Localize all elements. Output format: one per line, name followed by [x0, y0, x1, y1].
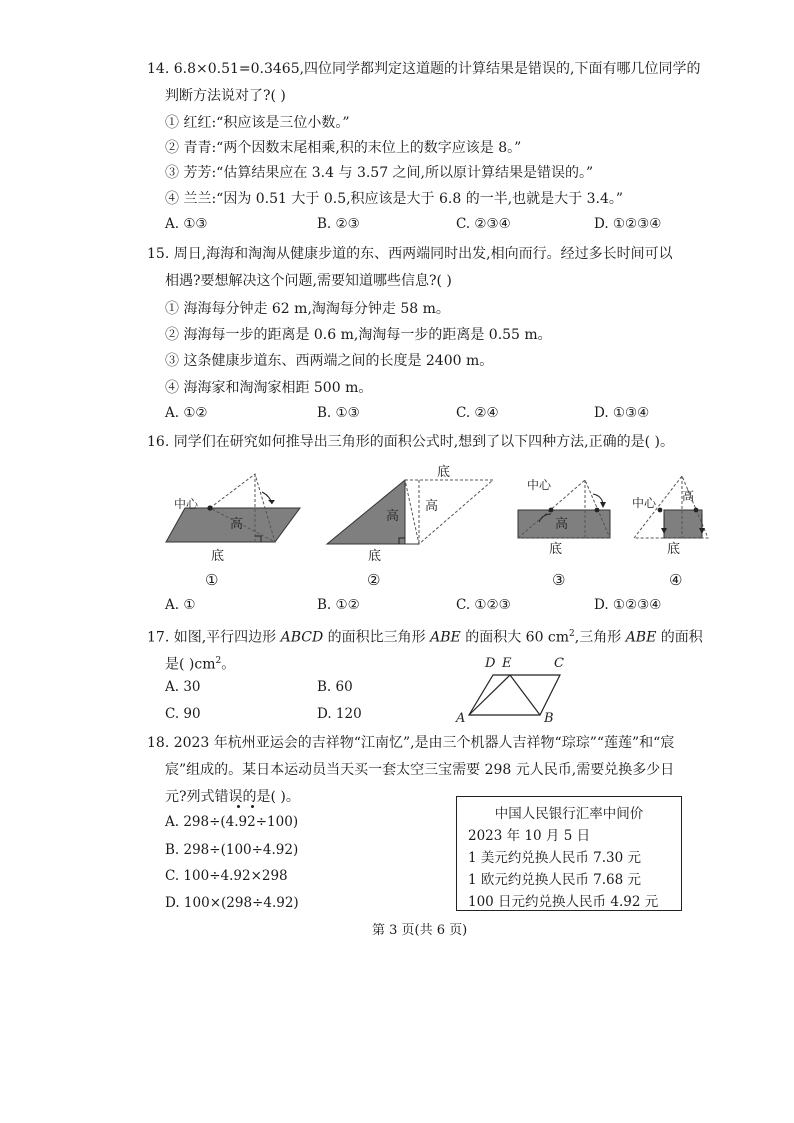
- q14-stem-line1: 14. 6.8×0.51=0.3465,四位同学都判定这道题的计算结果是错误的,下面有哪几位同学的: [147, 61, 701, 77]
- q16-choice-c[interactable]: C. ①②③: [456, 597, 511, 613]
- q15-choice-a[interactable]: A. ①②: [165, 405, 208, 421]
- figure-1-center-label: 中心: [174, 497, 199, 511]
- page-footer: 第 3 页(共 6 页): [372, 923, 468, 938]
- q14-choice-d[interactable]: D. ①②③④: [594, 216, 662, 232]
- point-d-label: D: [485, 656, 496, 671]
- q15-choice-c[interactable]: C. ②④: [456, 405, 499, 421]
- q14-statement-3: ③ 芳芳:“估算结果应在 3.4 与 3.57 之间,所以原计算结果是错误的。”: [165, 165, 594, 181]
- q17-choice-c[interactable]: C. 90: [165, 706, 201, 722]
- q14-statement-4: ④ 兰兰:“因为 0.51 大于 0.5,积应该是大于 6.8 的一半,也就是大于 3.4。”: [165, 191, 624, 207]
- figure-3-height-label: 高: [555, 517, 569, 532]
- q15-statement-4: ④ 海海家和淘淘家相距 500 m。: [165, 380, 373, 396]
- exchange-rate-jpy: 100 日元约兑换人民币 4.92 元: [468, 894, 659, 910]
- q17-parallelogram-figure: [455, 652, 575, 724]
- figure-1-height-label: 高: [230, 517, 244, 532]
- q17-stem-line1: 17. 如图,平行四边形 ABCD 的面积比三角形 ABE 的面积大 60 $cm^2$,三角形 ABE 的面积: [147, 629, 703, 646]
- q14-stem-line2: 判断方法说对了?( ): [165, 88, 286, 104]
- q16-figure-1: [160, 470, 310, 548]
- q16-choice-a[interactable]: A. ①: [165, 597, 196, 613]
- figure-2-height-label: 高: [386, 509, 400, 524]
- point-b-label: B: [544, 711, 554, 724]
- q18-stem-line2: 宸”组成的。某日本运动员当天买一套太空三宝需要 298 元人民币,需要兑换多少日: [165, 762, 675, 778]
- figure-2-base-label-top: 底: [437, 465, 451, 480]
- q14-choice-b[interactable]: B. ②③: [317, 216, 360, 232]
- q15-stem-line1: 15. 周日,海海和淘淘从健康步道的东、西两端同时出发,相向而行。经过多长时间可以: [147, 246, 673, 262]
- q18-choice-c[interactable]: C. 100÷4.92×298: [165, 868, 288, 884]
- exchange-rate-usd: 1 美元约兑换人民币 7.30 元: [468, 850, 642, 866]
- q18-choice-b[interactable]: B. 298÷(100÷4.92): [165, 842, 299, 858]
- exchange-rate-box: [456, 796, 682, 911]
- exchange-rate-title: 中国人民银行汇率中间价: [494, 806, 644, 822]
- q15-choice-b[interactable]: B. ①③: [317, 405, 360, 421]
- q15-statement-1: ① 海海每分钟走 62 m,淘淘每分钟走 58 m。: [165, 301, 450, 317]
- emphasis-dot: [237, 805, 240, 808]
- figure-3-center-label: 中心: [527, 478, 552, 492]
- figure-4-number: ④: [669, 571, 683, 589]
- q16-choice-d[interactable]: D. ①②③④: [594, 597, 662, 613]
- exchange-rate-date: 2023 年 10 月 5 日: [468, 828, 591, 844]
- exchange-rate-eur: 1 欧元约兑换人民币 7.68 元: [468, 872, 642, 888]
- figure-3-number: ③: [552, 571, 566, 589]
- q18-choice-a[interactable]: A. 298÷(4.92÷100): [165, 814, 299, 830]
- figure-4-height-label: 高: [682, 489, 695, 503]
- q16-stem-line1: 16. 同学们在研究如何推导出三角形的面积公式时,想到了以下四种方法,正确的是( )。: [147, 434, 674, 450]
- figure-2-number: ②: [367, 571, 381, 589]
- q16-choice-b[interactable]: B. ①②: [317, 597, 360, 613]
- figure-4-base-label: 底: [667, 542, 681, 557]
- q16-figure-2: [323, 476, 498, 548]
- figure-1-number: ①: [205, 571, 219, 589]
- q17-stem-line2: 是( )$cm^2$。: [165, 656, 236, 673]
- figure-3-base-label: 底: [549, 542, 563, 557]
- figure-2-height-label-right: 高: [425, 499, 439, 514]
- q15-choice-d[interactable]: D. ①③④: [594, 405, 650, 421]
- q17-choice-a[interactable]: A. 30: [165, 679, 201, 695]
- q15-statement-3: ③ 这条健康步道东、西两端之间的长度是 2400 m。: [165, 353, 494, 369]
- q18-stem-line1: 18. 2023 年杭州亚运会的吉祥物“江南忆”,是由三个机器人吉祥物“琮琮”“莲莲”和“宸: [147, 735, 675, 751]
- figure-1-base-label: 底: [211, 549, 225, 564]
- q15-statement-2: ② 海海每一步的距离是 0.6 m,淘淘每一步的距离是 0.55 m。: [165, 327, 552, 343]
- q14-statement-1: ① 红红:“积应该是三位小数。”: [165, 115, 350, 131]
- point-a-label: A: [456, 711, 466, 724]
- q14-statement-2: ② 青青:“两个因数末尾相乘,积的末位上的数字应该是 8。”: [165, 140, 522, 156]
- figure-4-center-label: 中心: [632, 496, 657, 510]
- q18-choice-d[interactable]: D. 100×(298÷4.92): [165, 895, 299, 911]
- point-e-label: E: [502, 656, 512, 671]
- q17-choice-d[interactable]: D. 120: [317, 706, 362, 722]
- q14-choice-a[interactable]: A. ①③: [165, 216, 208, 232]
- q17-choice-b[interactable]: B. 60: [317, 679, 353, 695]
- point-c-label: C: [554, 656, 564, 671]
- q14-choice-c[interactable]: C. ②③④: [456, 216, 511, 232]
- q18-stem-line3: 元?列式错误的是( )。: [165, 789, 300, 805]
- figure-2-base-label: 底: [368, 549, 382, 564]
- q15-stem-line2: 相遇?要想解决这个问题,需要知道哪些信息?( ): [165, 273, 452, 289]
- emphasis-dot: [251, 805, 254, 808]
